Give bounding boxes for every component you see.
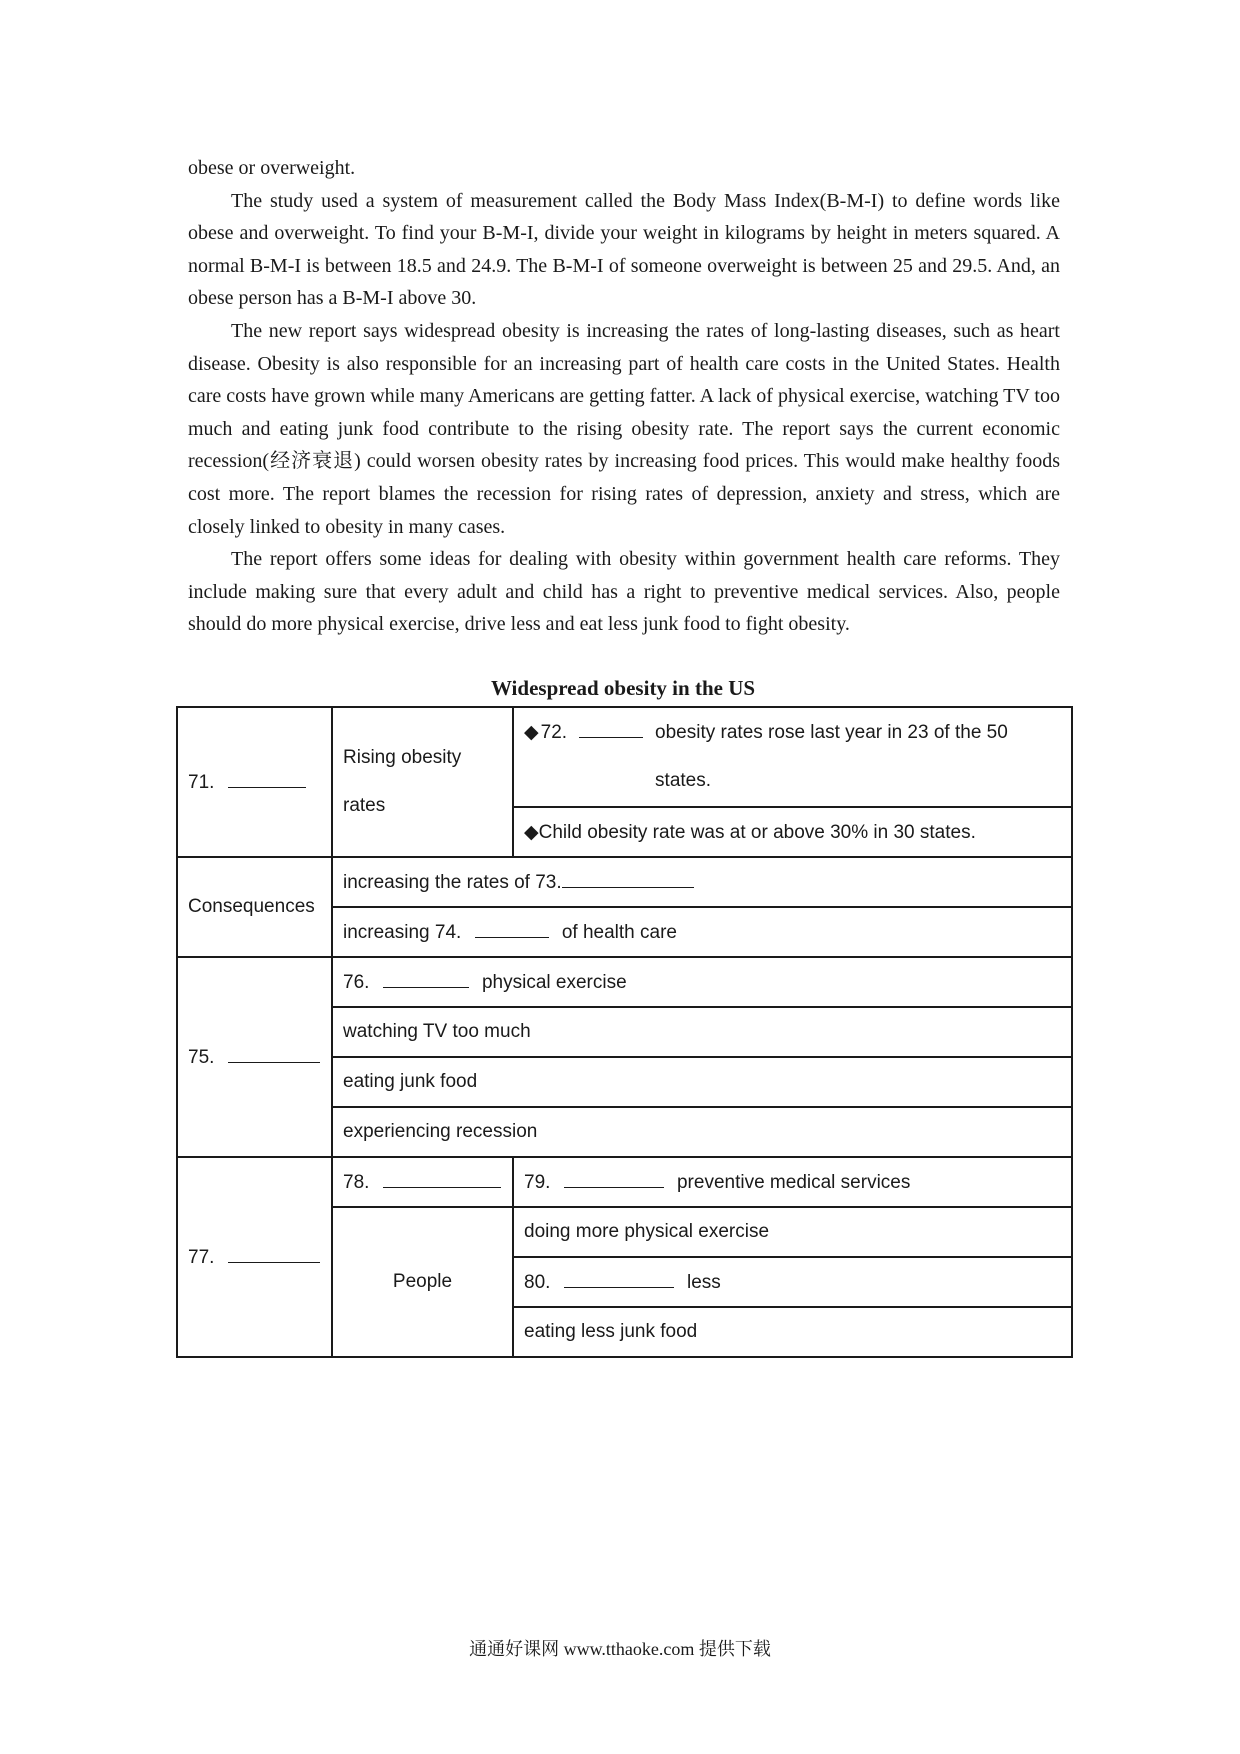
child-rate-text: Child obesity rate was at or above 30% in 30 states.	[538, 821, 976, 843]
cell-72	[513, 707, 1072, 807]
cause-junk-food: eating junk food	[332, 1057, 1072, 1107]
blank-80[interactable]	[564, 1270, 674, 1288]
blank-78[interactable]	[383, 1170, 501, 1188]
cell-80	[513, 1257, 1072, 1307]
question-number-77: 77.	[188, 1247, 215, 1268]
blank-76[interactable]	[383, 970, 469, 988]
question-number-72: 72.	[540, 722, 568, 743]
blank-77[interactable]	[228, 1245, 320, 1263]
question-76-suffix: physical exercise	[481, 972, 627, 993]
reading-passage	[188, 152, 1060, 641]
table-title: Widespread obesity in the US	[490, 676, 756, 700]
consequences-label: Consequences	[177, 857, 332, 957]
people-label: People	[332, 1207, 513, 1357]
passage-paragraph-2: The study used a system of measurement called the Body Mass Index(B-M-I) to define words like obese and overweight. To find your B-M-I, divide your weight in kilograms by height in meters squared. A normal B-M-I is between 18.5 and 24.9. The B-M-I of someone overweight is between 25 and 29.5. And, an obese person has a B-M-I above 30.	[188, 189, 1060, 310]
cell-71	[177, 707, 332, 857]
people-junk-food: eating less junk food	[513, 1307, 1072, 1357]
blank-71[interactable]	[228, 770, 306, 788]
cell-73	[332, 857, 1072, 907]
cause-recession: experiencing recession	[332, 1107, 1072, 1157]
cell-77	[177, 1157, 332, 1357]
question-79-suffix: preventive medical services	[676, 1172, 911, 1193]
cause-tv: watching TV too much	[332, 1007, 1072, 1057]
question-number-75: 75.	[188, 1047, 215, 1068]
rising-obesity-label: Rising obesity rates	[332, 707, 513, 857]
cell-74	[332, 907, 1072, 957]
people-exercise: doing more physical exercise	[513, 1207, 1072, 1257]
question-number-78: 78.	[343, 1172, 370, 1193]
cell-78	[332, 1157, 513, 1207]
passage-paragraph-3: The new report says widespread obesity is increasing the rates of long-lasting diseases, such as heart disease. Obesity is also responsible for an increasing part of health care costs in the United States. Health care costs have grown while many Americans are getting fatter. A lack of physical exercise, watching TV too much and eating junk food contribute to the rising obesity rate. The report says the current economic recession(经济衰退) could worsen obesity rates by increasing food prices. This would make healthy foods cost more. The report blames the recession for rising rates of depression, anxiety and stress, which are closely linked to obesity in many cases.	[188, 319, 1060, 538]
blank-79[interactable]	[564, 1170, 664, 1188]
cell-79	[513, 1157, 1072, 1207]
question-80-suffix: less	[686, 1272, 721, 1293]
blank-75[interactable]	[228, 1045, 320, 1063]
cell-child-rate	[513, 807, 1072, 857]
table-row	[177, 957, 1072, 1007]
page-footer: 通通好课网 www.tthaoke.com 提供下载	[469, 1639, 771, 1659]
question-72-text: obesity rates rose last year in 23 of the 50 states.	[655, 722, 1008, 791]
cell-75	[177, 957, 332, 1157]
question-73-text: increasing the rates of 73.	[343, 872, 562, 893]
blank-72[interactable]	[579, 720, 643, 738]
question-74-suffix: of health care	[561, 922, 677, 943]
blank-73[interactable]	[562, 870, 694, 888]
question-number-76: 76.	[343, 972, 370, 993]
question-number-71: 71.	[188, 772, 215, 793]
bullet-diamond-icon: ◆	[524, 821, 539, 843]
table-row	[177, 857, 1072, 907]
passage-paragraph-4: The report offers some ideas for dealing with obesity within government health care reforms. They include making sure that every adult and child has a right to preventive medical services. Also, people should do more physical exercise, drive less and eat less junk food to fight obesity.	[188, 548, 1060, 636]
blank-74[interactable]	[475, 920, 549, 938]
passage-paragraph-1: obese or overweight.	[188, 157, 356, 179]
bullet-diamond-icon: ◆	[524, 722, 539, 743]
question-74-prefix: increasing 74.	[343, 922, 462, 943]
question-number-80: 80.	[524, 1272, 551, 1293]
table-row	[177, 707, 1072, 807]
summary-table	[176, 706, 1073, 1358]
question-number-79: 79.	[524, 1172, 551, 1193]
table-row	[177, 1157, 1072, 1207]
cell-76	[332, 957, 1072, 1007]
